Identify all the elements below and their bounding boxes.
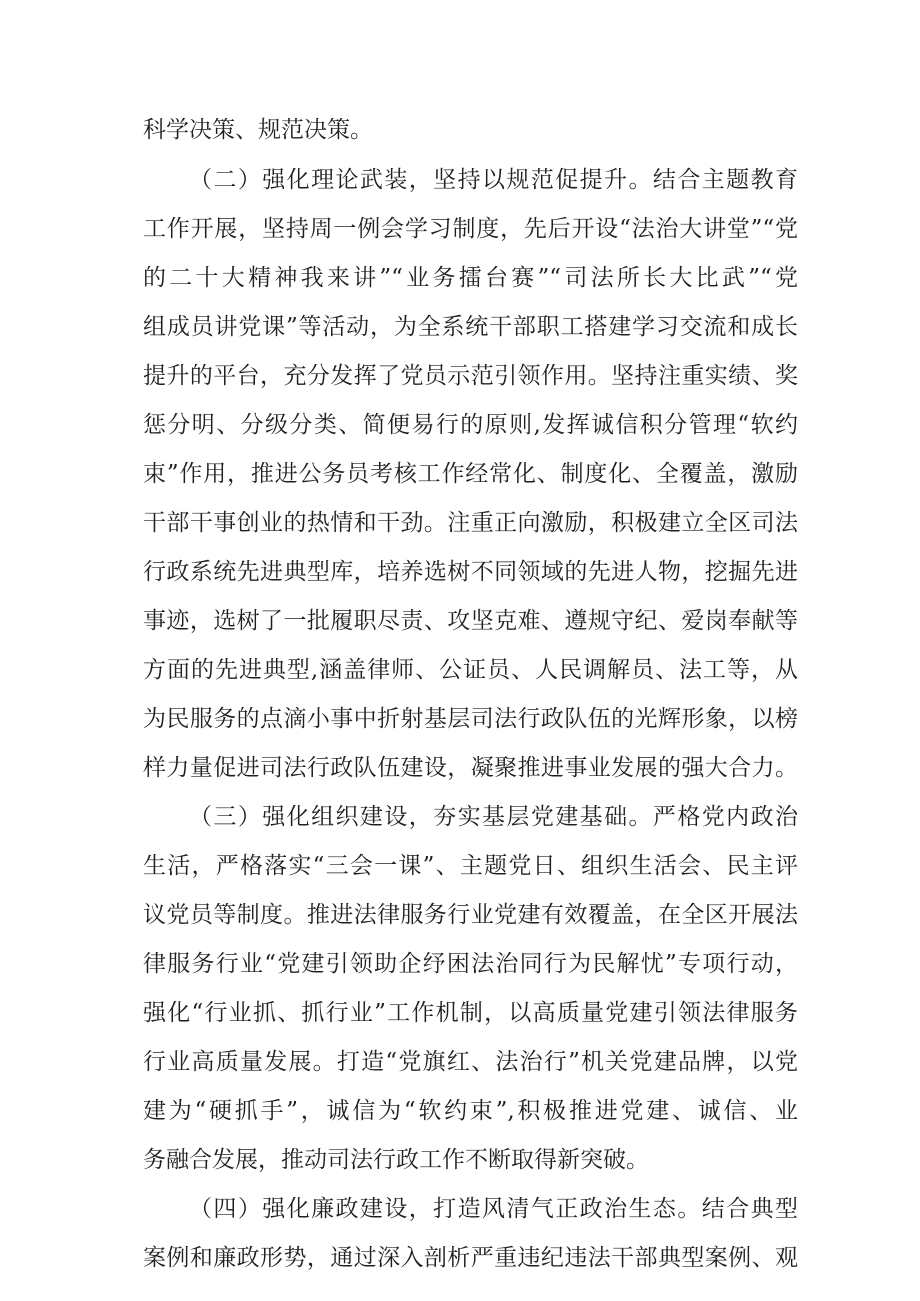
text-line: 的二十大精神我来讲”“业务擂台赛”“司法所长大比武”“党 xyxy=(143,265,798,291)
paragraph-heading-4: （四）强化廉政建设，打造风清气正政治生态。结合典型 xyxy=(189,1196,798,1222)
text-line: 为民服务的点滴小事中折射基层司法行政队伍的光辉形象，以榜 xyxy=(143,706,798,732)
text-line: 组成员讲党课”等活动，为全系统干部职工搭建学习交流和成长 xyxy=(143,314,798,340)
text-line: 案例和廉政形势，通过深入剖析严重违纪违法干部典型案例、观 xyxy=(143,1245,798,1271)
text-line: 样力量促进司法行政队伍建设，凝聚推进事业发展的强大合力。 xyxy=(143,755,798,781)
text-line: 行政系统先进典型库，培养选树不同领域的先进人物，挖掘先进 xyxy=(143,559,798,585)
text-line: 强化“行业抓、抓行业”工作机制，以高质量党建引领法律服务 xyxy=(143,1000,798,1026)
text-line: 律服务行业“党建引领助企纾困法治同行为民解忧”专项行动， xyxy=(143,951,798,977)
text-line: 干部干事创业的热情和干劲。注重正向激励，积极建立全区司法 xyxy=(143,510,798,536)
text-line: 惩分明、分级分类、简便易行的原则,发挥诚信积分管理“软约 xyxy=(143,412,798,438)
text-line: 工作开展，坚持周一例会学习制度，先后开设“法治大讲堂”“党 xyxy=(143,216,798,242)
text-line: 务融合发展，推动司法行政工作不断取得新突破。 xyxy=(143,1147,649,1173)
paragraph-heading-2: （二）强化理论武装，坚持以规范促提升。结合主题教育 xyxy=(189,167,798,193)
text-line: 议党员等制度。推进法律服务行业党建有效覆盖，在全区开展法 xyxy=(143,902,798,928)
text-line: 建为“硬抓手”，诚信为“软约束”,积极推进党建、诚信、业 xyxy=(143,1098,798,1124)
text-line: 束”作用，推进公务员考核工作经常化、制度化、全覆盖，激励 xyxy=(143,461,798,487)
text-line: 行业高质量发展。打造“党旗红、法治行”机关党建品牌，以党 xyxy=(143,1049,798,1075)
text-line: 事迹，选树了一批履职尽责、攻坚克难、遵规守纪、爱岗奉献等 xyxy=(143,608,798,634)
text-line: 提升的平台，充分发挥了党员示范引领作用。坚持注重实绩、奖 xyxy=(143,363,798,389)
text-line: 生活，严格落实“三会一课”、主题党日、组织生活会、民主评 xyxy=(143,853,798,879)
paragraph-heading-3: （三）强化组织建设，夯实基层党建基础。严格党内政治 xyxy=(189,804,798,830)
text-line: 方面的先进典型,涵盖律师、公证员、人民调解员、法工等，从 xyxy=(143,657,798,683)
text-line: 科学决策、规范决策。 xyxy=(143,117,373,143)
